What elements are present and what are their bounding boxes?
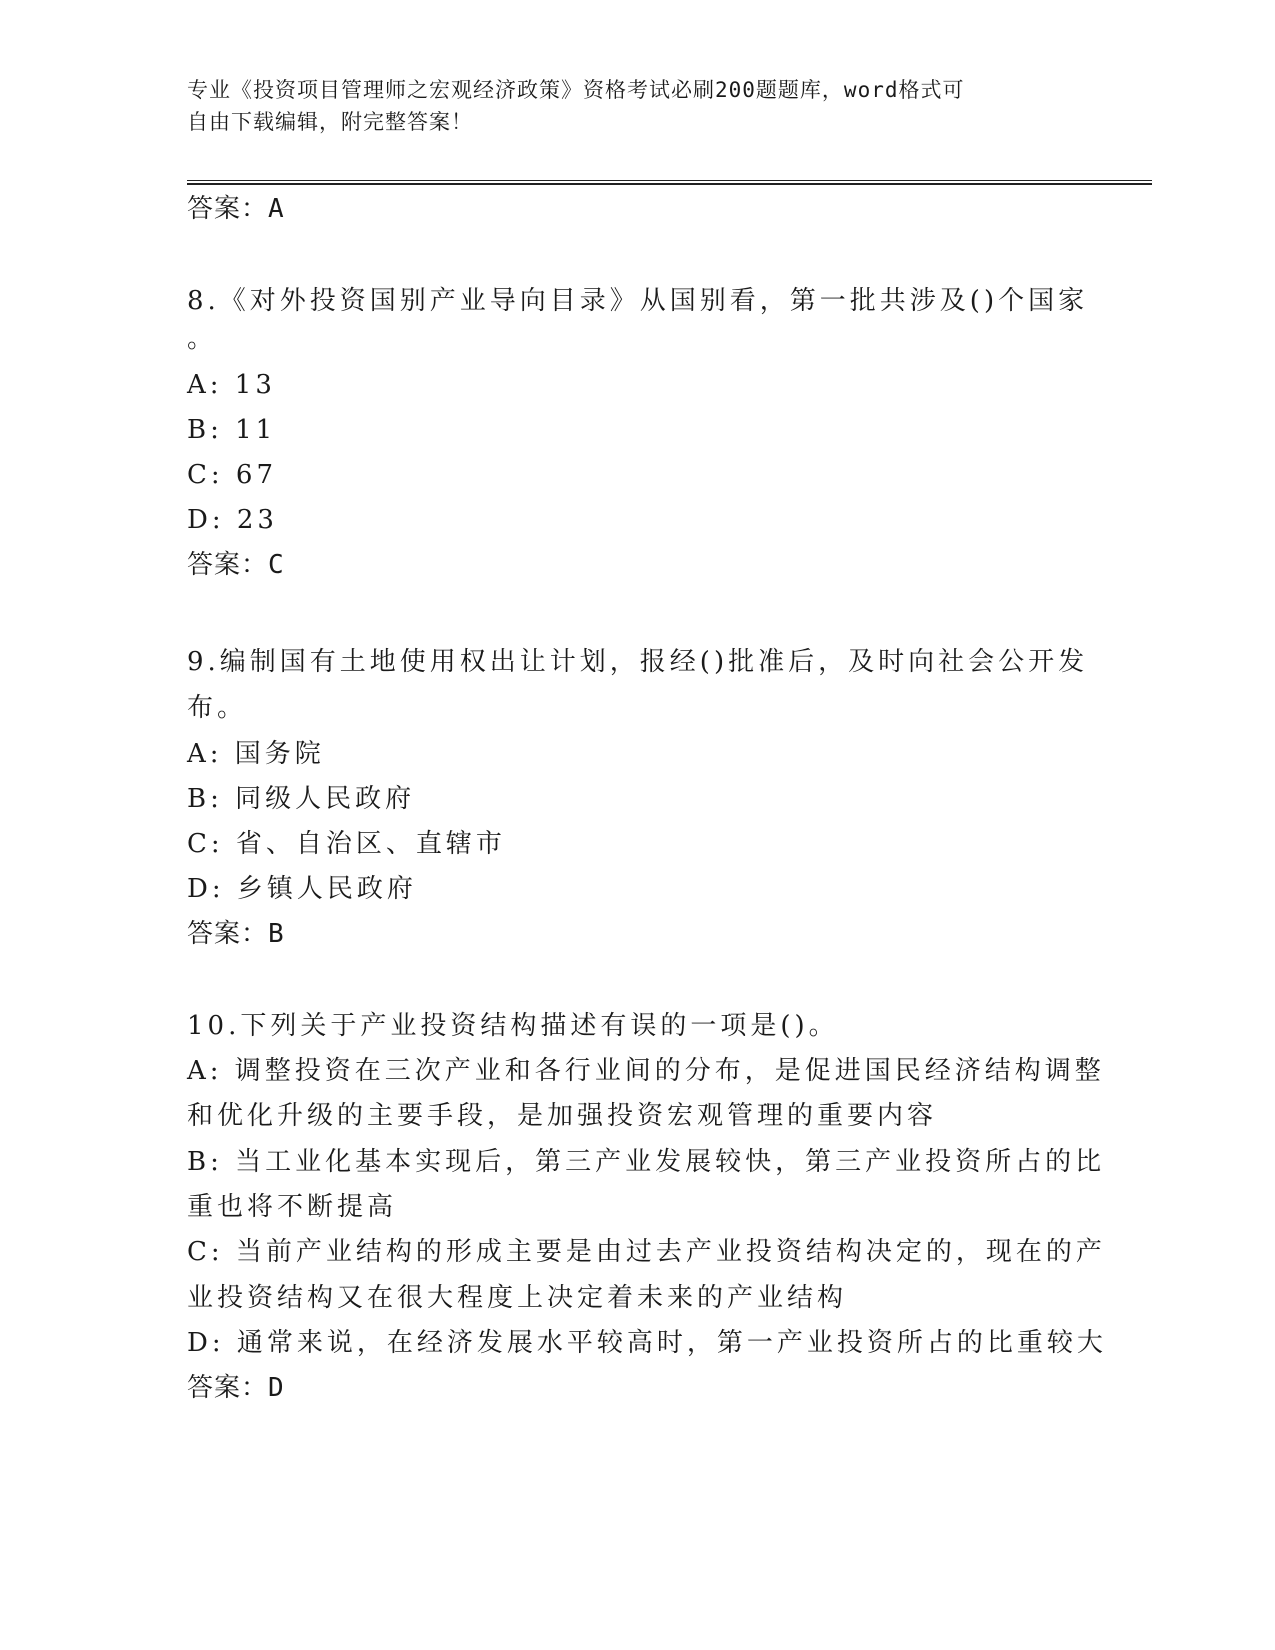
question-8-text-cont: 。	[187, 324, 218, 354]
question-8-option-b: B: 11	[187, 415, 277, 445]
answer-8: 答案：C	[187, 550, 285, 580]
answer-7: 答案：A	[187, 194, 285, 224]
question-10-option-a: A: 调整投资在三次产业和各行业间的分布，是促进国民经济结构调整	[187, 1056, 1105, 1086]
question-8-text: 8.《对外投资国别产业导向目录》从国别看，第一批共涉及()个国家	[187, 286, 1089, 316]
question-9-text: 9.编制国有土地使用权出让计划，报经()批准后，及时向社会公开发	[187, 647, 1089, 677]
question-9-text-cont: 布。	[187, 693, 248, 723]
question-10-text: 10.下列关于产业投资结构描述有误的一项是()。	[187, 1011, 839, 1041]
question-9-option-d: D: 乡镇人民政府	[187, 874, 417, 904]
question-10-option-c-cont: 业投资结构又在很大程度上决定着未来的产业结构	[187, 1283, 848, 1313]
header-line-2: 自由下载编辑，附完整答案！	[187, 110, 473, 134]
question-8-option-c: C: 67	[187, 460, 278, 490]
question-10-option-a-cont: 和优化升级的主要手段，是加强投资宏观管理的重要内容	[187, 1101, 938, 1131]
question-10-option-d: D: 通常来说，在经济发展水平较高时，第一产业投资所占的比重较大	[187, 1328, 1107, 1358]
question-10-option-b: B: 当工业化基本实现后，第三产业发展较快，第三产业投资所占的比	[187, 1147, 1106, 1177]
question-10-option-b-cont: 重也将不断提高	[187, 1192, 398, 1222]
header-divider	[187, 180, 1152, 185]
question-10-option-c: C: 当前产业结构的形成主要是由过去产业投资结构决定的，现在的产	[187, 1237, 1106, 1267]
question-8-option-d: D: 23	[187, 505, 278, 535]
answer-10: 答案：D	[187, 1373, 285, 1403]
header-line-1: 专业《投资项目管理师之宏观经济政策》资格考试必刷200题题库，word格式可	[187, 78, 965, 102]
question-9-option-b: B: 同级人民政府	[187, 784, 416, 814]
question-8-option-a: A: 13	[187, 370, 276, 400]
question-9-option-a: A: 国务院	[187, 739, 325, 769]
question-9-option-c: C: 省、自治区、直辖市	[187, 829, 506, 859]
answer-9: 答案：B	[187, 919, 285, 949]
document-header	[187, 74, 1067, 138]
